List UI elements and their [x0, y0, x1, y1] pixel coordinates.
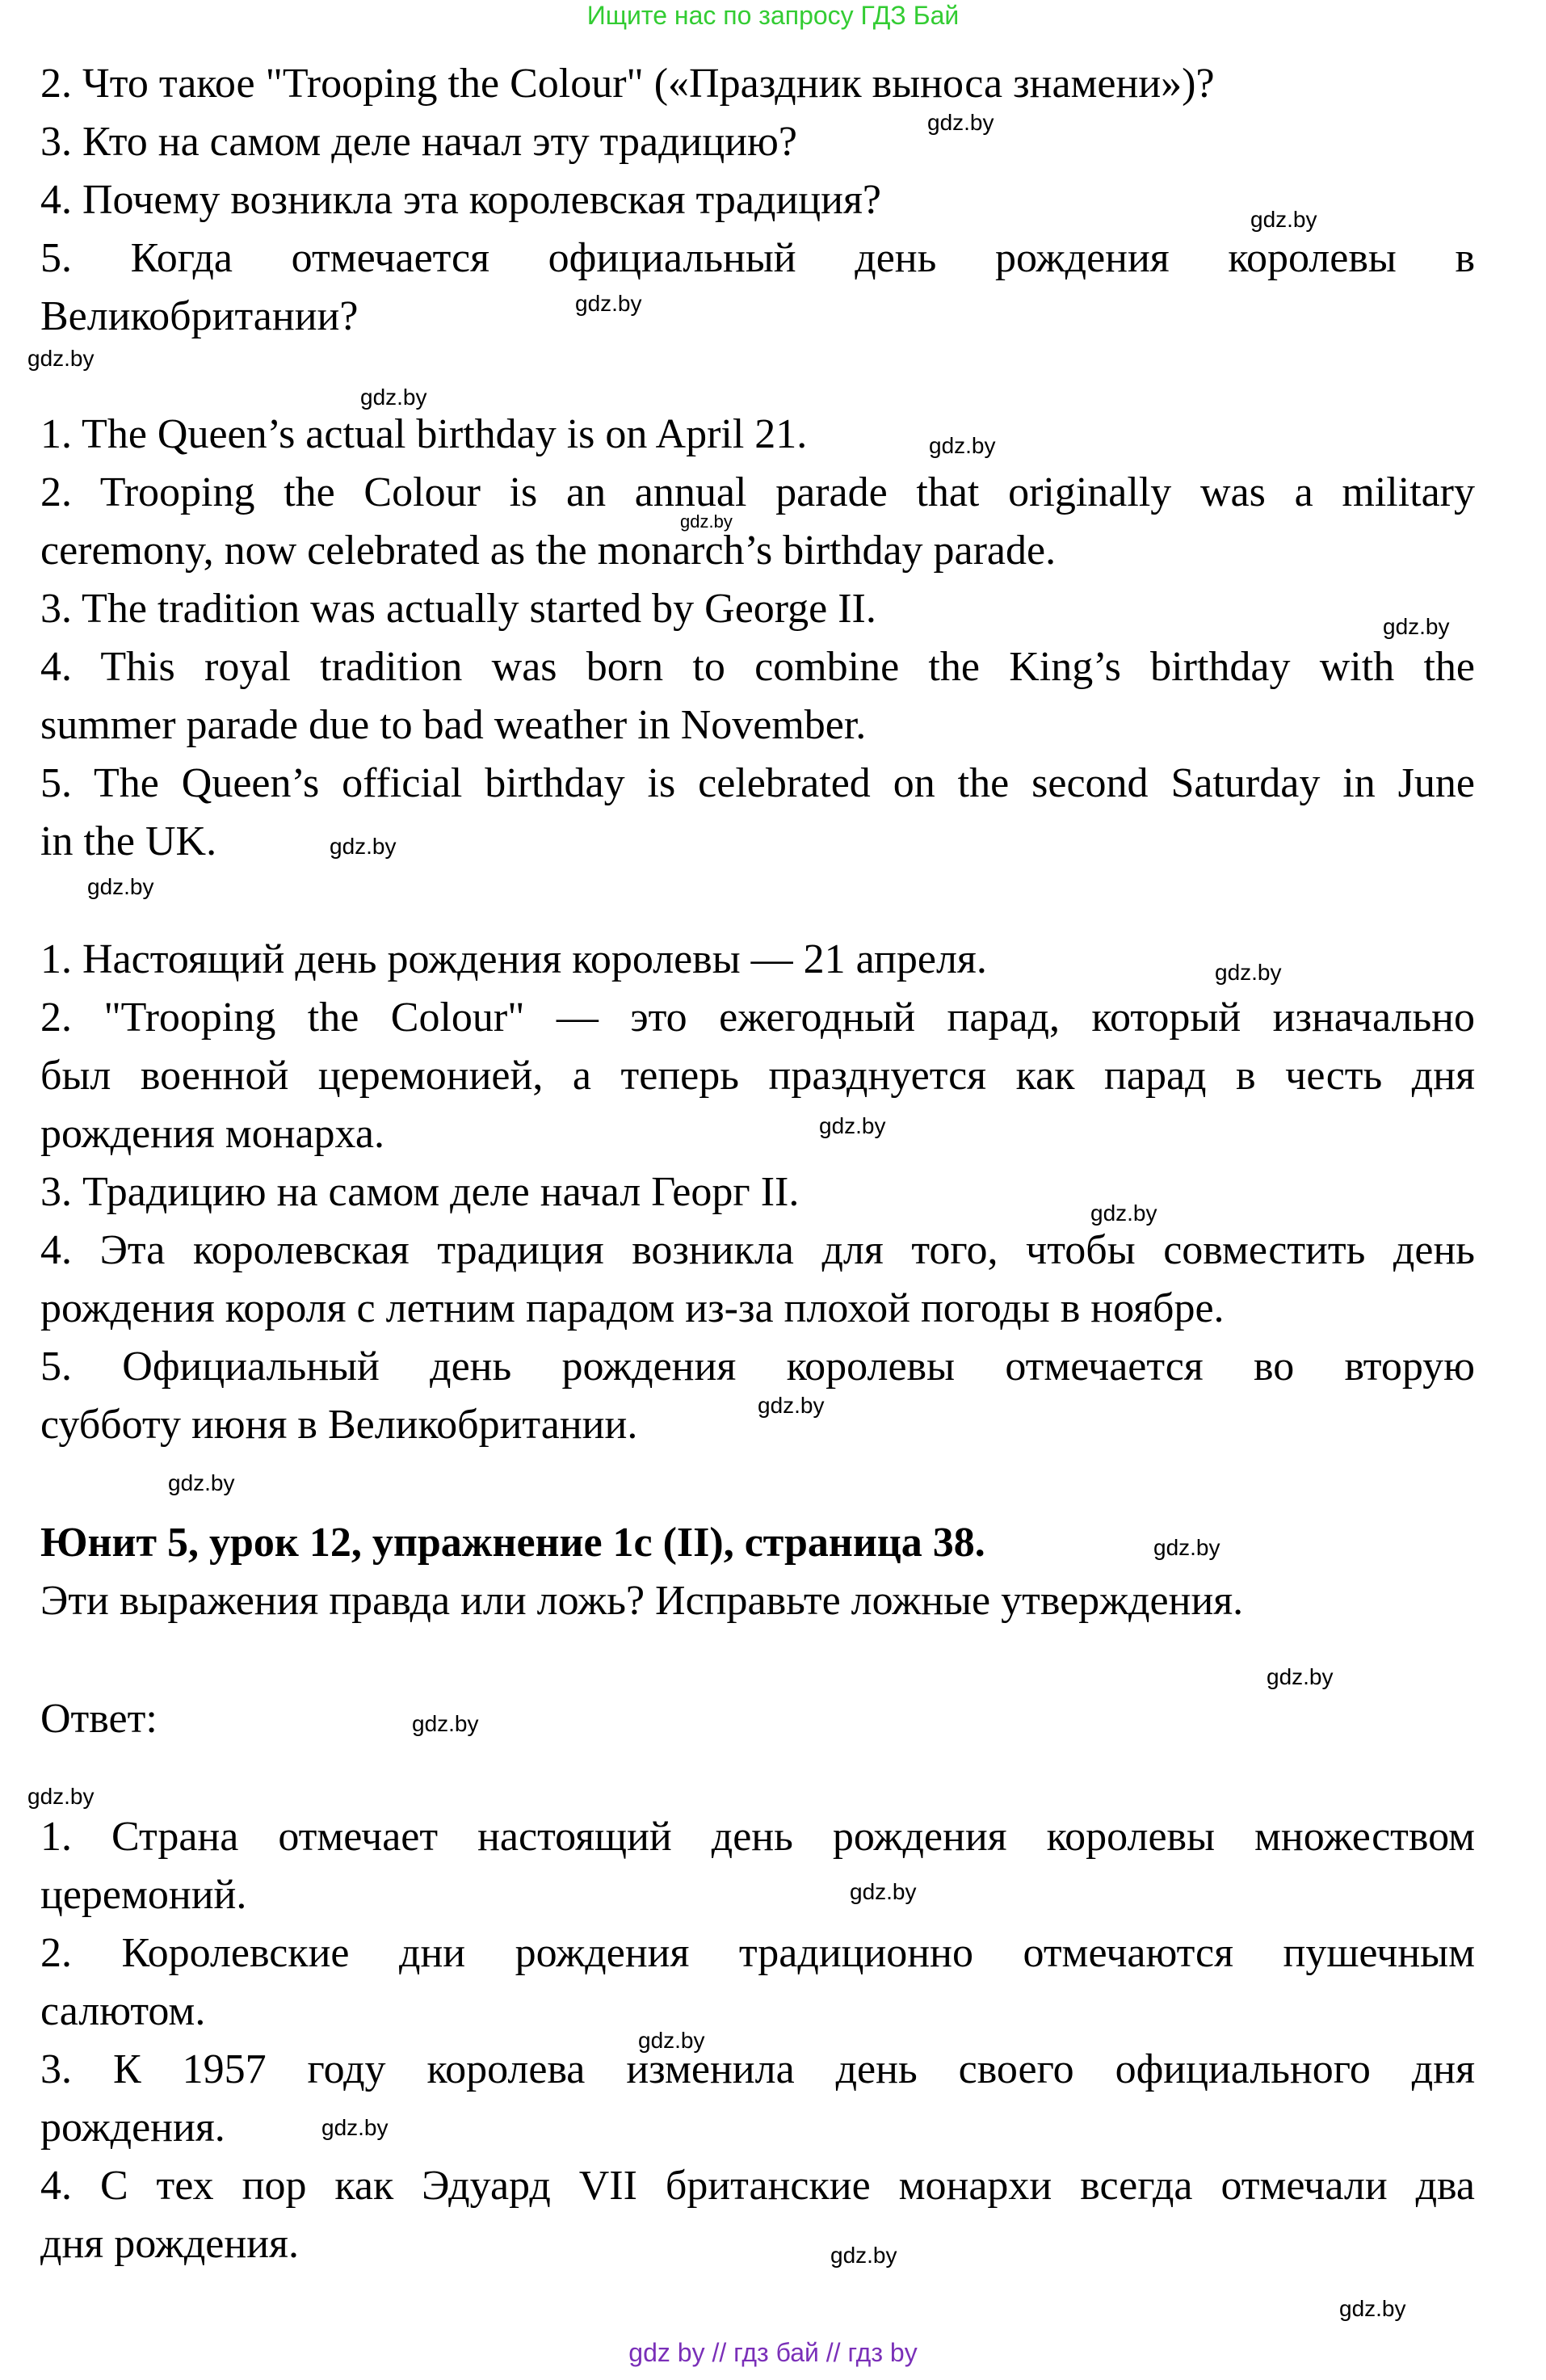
statement-1: 1. Страна отмечает настоящий день рождения королевы множеством [40, 1814, 1475, 1860]
bottom-banner: gdz by // гдз бай // гдз by [628, 2338, 918, 2367]
answer-en-2-cont: ceremony, now celebrated as the monarch’s birthday parade. [40, 528, 1057, 574]
watermark: gdz.by [27, 1784, 95, 1809]
answer-ru-5-cont: субботу июня в Великобритании. [40, 1402, 638, 1448]
statement-1-cont: церемоний. [40, 1872, 247, 1918]
watermark: gdz.by [575, 291, 642, 316]
watermark: gdz.by [680, 511, 733, 532]
watermark: gdz.by [87, 874, 154, 899]
answer-en-2: 2. Trooping the Colour is an annual parade that originally was a military [40, 469, 1475, 515]
answer-ru-4: 4. Эта королевская традиция возникла для того, чтобы совместить день [40, 1227, 1475, 1273]
section-heading: Юнит 5, урок 12, упражнение 1с (II), страница 38. [40, 1520, 985, 1566]
answer-ru-1: 1. Настоящий день рождения королевы — 21 апреля. [40, 936, 987, 982]
statement-4-cont: дня рождения. [40, 2221, 299, 2267]
watermark: gdz.by [850, 1879, 917, 1904]
question-2: 2. Что такое "Trooping the Colour" («Праздник выноса знамени»)? [40, 61, 1215, 107]
answer-ru-2-cont: был военной церемонией, а теперь празднуется как парад в честь дня [40, 1053, 1475, 1099]
statement-2: 2. Королевские дни рождения традиционно отмечаются пушечным [40, 1930, 1475, 1976]
top-banner: Ищите нас по запросу ГДЗ Бай [586, 1, 960, 30]
watermark: gdz.by [929, 433, 996, 458]
answer-ru-5: 5. Официальный день рождения королевы отмечается во вторую [40, 1343, 1475, 1390]
watermark: gdz.by [360, 385, 427, 410]
answer-ru-3: 3. Традицию на самом деле начал Георг II. [40, 1169, 800, 1215]
task-text: Эти выражения правда или ложь? Исправьте ложные утверждения. [40, 1578, 1244, 1624]
question-5-cont: Великобритании? [40, 293, 359, 339]
answer-ru-2-end: рождения монарха. [40, 1111, 384, 1157]
watermark: gdz.by [758, 1393, 825, 1418]
answer-en-5-cont: in the UK. [40, 818, 217, 864]
answer-en-4-cont: summer parade due to bad weather in November. [40, 702, 867, 748]
answer-en-4: 4. This royal tradition was born to combine the King’s birthday with the [40, 644, 1475, 690]
question-4: 4. Почему возникла эта королевская традиция? [40, 177, 881, 223]
watermark: gdz.by [638, 2028, 705, 2053]
watermark: gdz.by [819, 1113, 886, 1138]
statement-2-cont: салютом. [40, 1988, 206, 2034]
question-3: 3. Кто на самом деле начал эту традицию? [40, 119, 797, 165]
answer-ru-2: 2. "Trooping the Colour" — это ежегодный парад, который изначально [40, 994, 1475, 1041]
watermark: gdz.by [830, 2243, 897, 2268]
answer-en-1: 1. The Queen’s actual birthday is on April 21. [40, 411, 808, 457]
watermark: gdz.by [1215, 960, 1282, 985]
answer-ru-4-cont: рождения короля с летним парадом из-за плохой погоды в ноябре. [40, 1285, 1225, 1331]
watermark: gdz.by [330, 834, 397, 859]
watermark: gdz.by [1339, 2296, 1406, 2321]
answer-en-5: 5. The Queen’s official birthday is celebrated on the second Saturday in June [40, 760, 1475, 806]
answer-en-3: 3. The tradition was actually started by George II. [40, 586, 876, 632]
watermark: gdz.by [27, 346, 95, 371]
question-5: 5. Когда отмечается официальный день рождения королевы в [40, 235, 1475, 281]
watermark: gdz.by [412, 1711, 479, 1736]
watermark: gdz.by [168, 1470, 235, 1495]
statement-4: 4. С тех пор как Эдуард VII британские монархи всегда отмечали два [40, 2163, 1475, 2209]
watermark: gdz.by [927, 110, 994, 135]
statement-3: 3. К 1957 году королева изменила день своего официального дня [40, 2046, 1475, 2092]
watermark: gdz.by [1153, 1535, 1220, 1560]
watermark: gdz.by [321, 2115, 389, 2140]
watermark: gdz.by [1267, 1664, 1334, 1689]
statement-3-cont: рождения. [40, 2105, 225, 2151]
watermark: gdz.by [1090, 1201, 1157, 1226]
watermark: gdz.by [1250, 207, 1317, 232]
answer-label: Ответ: [40, 1696, 158, 1742]
watermark: gdz.by [1383, 614, 1450, 639]
